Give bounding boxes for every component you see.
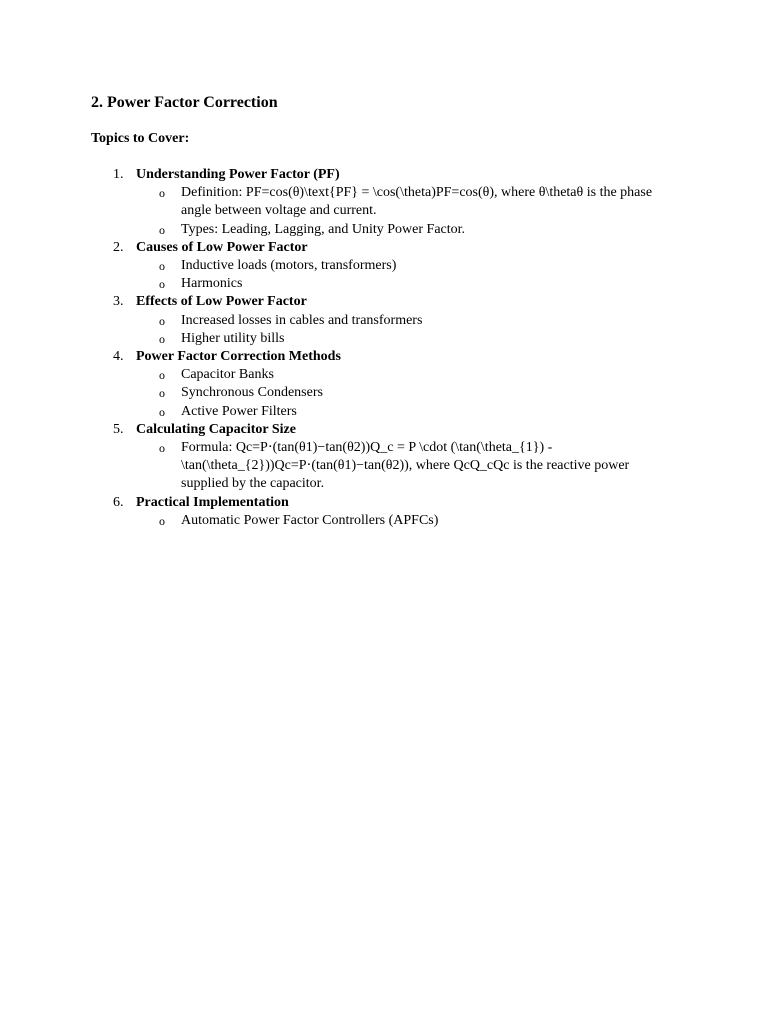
topic-item [91,166,671,239]
bullet-icon: o [159,259,165,274]
topic-subitems [136,257,671,293]
topic-title: Understanding Power Factor (PF) [136,167,340,182]
topic-number: 6. [113,494,124,510]
topic-item [91,239,671,294]
subitem-text: Types: Leading, Lagging, and Unity Power Factor. [181,221,466,237]
bullet-icon: o [159,277,165,292]
topic-title: Practical Implementation [136,494,289,510]
subitem [136,330,671,348]
bullet-icon: o [159,386,165,401]
section-heading: 2. Power Factor Correction [91,94,278,111]
topic-title: Effects of Low Power Factor [136,294,307,310]
topic-subitems [136,184,671,239]
subitem-text: Synchronous Condensers [181,385,323,401]
subitem-text: Harmonics [181,276,243,292]
topic-number: 1. [113,167,124,182]
bullet-icon: o [159,441,165,456]
bullet-icon: o [159,368,165,383]
subitem [136,275,671,293]
topics-subheading: Topics to Cover: [91,131,190,146]
document-page [91,92,671,530]
subitem-text: Formula: Qc=P⋅(tan(θ1)−tan(θ2))Q_c = P \cdot (\tan(\theta_{1}) - \tan(\theta_{2}))Qc=P⋅(tan(θ1)−tan(θ2)), where QcQ_cQc is the reactive power supplied by the capacitor. [181,440,630,492]
topics-list [91,166,671,530]
subitem-text: Inductive loads (motors, transformers) [181,258,397,274]
subitem [136,366,671,384]
subitem-text: Capacitor Banks [181,367,274,383]
bullet-icon: o [159,222,165,237]
subitem-text: Active Power Filters [181,403,297,419]
subitem-text: Definition: PF=cos(θ)\text{PF} = \cos(\theta)PF=cos(θ), where θ\thetaθ is the phase angle between voltage and current. [181,185,653,219]
topic-item [91,348,671,421]
topic-item [91,421,671,494]
subitem [136,184,671,220]
topic-item [91,293,671,348]
topic-number: 2. [113,239,124,255]
topic-subitems [136,312,671,348]
topic-title: Power Factor Correction Methods [136,349,341,365]
topic-subitems [136,366,671,421]
subitem [136,512,671,530]
subitem [136,403,671,421]
bullet-icon: o [159,404,165,419]
bullet-icon: o [159,513,165,528]
topic-item [91,494,671,530]
subitem-text: Increased losses in cables and transformers [181,312,423,328]
subitem [136,439,671,494]
topic-subitems [136,439,671,494]
topic-number: 5. [113,421,124,437]
topic-number: 3. [113,294,124,310]
topic-title: Causes of Low Power Factor [136,239,308,255]
subitem [136,384,671,402]
bullet-icon: o [159,331,165,346]
bullet-icon: o [159,313,165,328]
topic-number: 4. [113,349,124,365]
topic-subitems [136,512,671,530]
subitem [136,312,671,330]
subitem [136,221,671,239]
bullet-icon: o [159,186,165,201]
subitem-text: Automatic Power Factor Controllers (APFCs) [181,512,439,528]
subitem-text: Higher utility bills [181,330,285,346]
topic-title: Calculating Capacitor Size [136,421,296,437]
subitem [136,257,671,275]
